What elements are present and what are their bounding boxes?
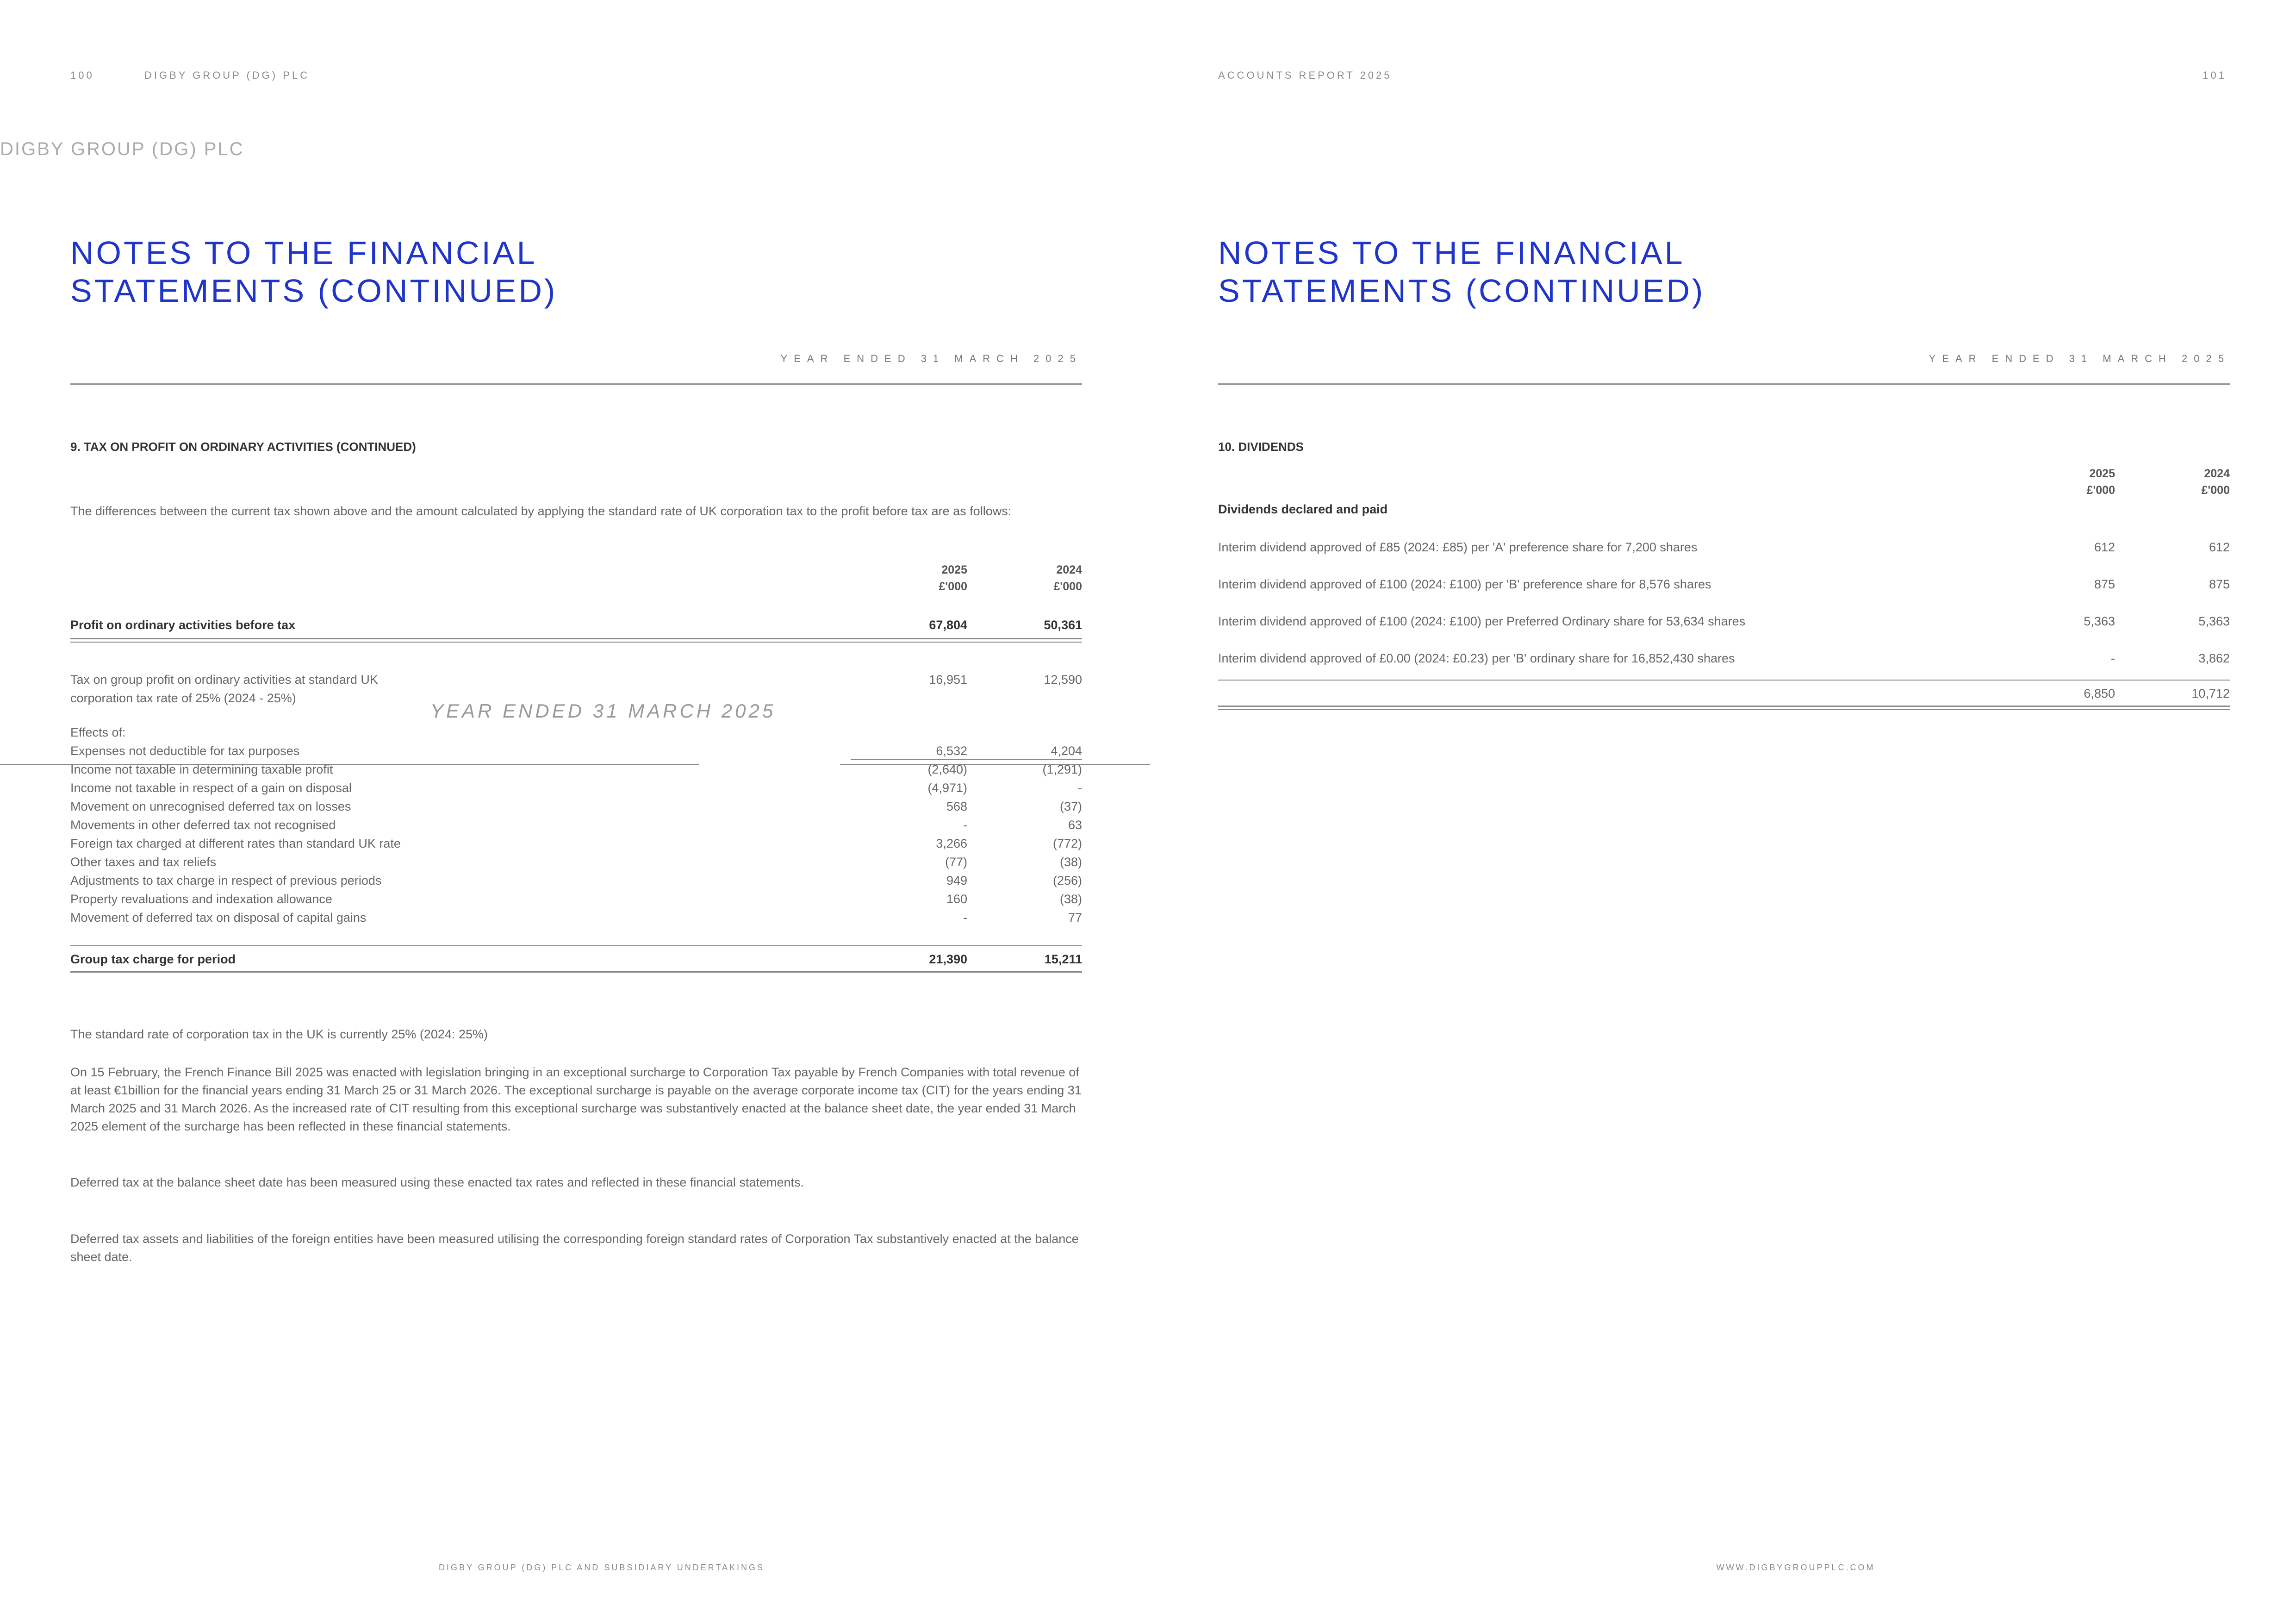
table-row — [70, 908, 1082, 927]
row-label: Movement of deferred tax on disposal of capital gains — [70, 911, 367, 924]
header-rule — [70, 383, 1082, 385]
running-title: DIGBY GROUP (DG) PLC — [144, 69, 310, 81]
page-heading: NOTES TO THE FINANCIAL STATEMENTS (CONTINUED) — [1218, 235, 1705, 309]
row-label: Property revaluations and indexation allowance — [70, 892, 332, 906]
row-label: Income not taxable in determining taxable profit — [70, 762, 333, 776]
table-row — [70, 760, 1082, 779]
running-title: ACCOUNTS REPORT 2025 — [1218, 69, 1392, 81]
page-footer: WWW.DIGBYGROUPPLC.COM — [1716, 1563, 1875, 1572]
value-2025: 3,266 — [936, 837, 967, 850]
divider — [1218, 706, 2230, 707]
table-row — [70, 890, 1082, 908]
value-2025: - — [963, 911, 967, 924]
row-label: Group tax charge for period — [70, 952, 236, 966]
value-2024: 875 — [2209, 577, 2230, 591]
table-row — [1218, 575, 2230, 593]
page-number: 101 — [2203, 69, 2227, 81]
divider — [70, 638, 1082, 639]
value-2024: 3,862 — [2198, 651, 2230, 665]
value-2025: 160 — [946, 892, 967, 906]
value-2024: - — [1078, 781, 1082, 795]
value-2025: (2,640) — [927, 762, 967, 776]
table-row — [1218, 538, 2230, 556]
column-header-2024: 2024 £'000 — [2201, 467, 2230, 497]
divider — [70, 642, 1082, 643]
value-2025: 612 — [2094, 540, 2115, 554]
value-2025: 16,951 — [929, 673, 967, 687]
value-2024: 12,590 — [1044, 673, 1082, 687]
row-label: Interim dividend approved of £100 (2024: £100) per 'B' preference share for 8,576 shares — [1218, 577, 1711, 591]
table-row — [70, 950, 1082, 968]
value-2024: 4,204 — [1051, 744, 1082, 758]
value-2025: - — [2111, 651, 2115, 665]
year-ended-label: YEAR ENDED 31 MARCH 2025 — [780, 353, 1082, 364]
section-title: 9. TAX ON PROFIT ON ORDINARY ACTIVITIES (CONTINUED) — [70, 440, 416, 454]
value-2024: 63 — [1068, 818, 1082, 832]
value-2024: (37) — [1059, 800, 1082, 813]
row-label: Tax on group profit on ordinary activities at standard UK corporation tax rate of 25% (2024 - 25%) — [70, 673, 378, 705]
value-2024: 50,361 — [1044, 618, 1082, 632]
stray-header: DIGBY GROUP (DG) PLC — [0, 139, 244, 159]
page-heading: NOTES TO THE FINANCIAL STATEMENTS (CONTINUED) — [70, 235, 558, 309]
row-label: Interim dividend approved of £100 (2024: £100) per Preferred Ordinary share for 53,634 shares — [1218, 614, 1746, 628]
row-label: Profit on ordinary activities before tax — [70, 618, 296, 632]
value-2025: (77) — [945, 855, 967, 869]
note-paragraph: On 15 February, the French Finance Bill 2025 was enacted with legislation bringing in an exceptional surcharge to Corporation Tax payable by French Companies with total revenue of at least €1billion for the financial years ending 31 March 25 or 31 March 2026. The exceptional surcharge is payable on the average corporate income tax (CIT) for the years ending 31 March 2025 and 31 March 2026. As the increased rate of CIT resulting from this exceptional surcharge was substantively enacted at the balance sheet date, the year ended 31 March 2025 element of the surcharge has been reflected in these financial statements. — [70, 1065, 1082, 1133]
table-row — [70, 816, 1082, 834]
table-row — [70, 834, 1082, 853]
table-row — [70, 797, 1082, 816]
table-row — [70, 779, 1082, 797]
value-2025: 568 — [946, 800, 967, 813]
dividends-subheading: Dividends declared and paid — [1218, 502, 1388, 516]
table-row — [70, 616, 1082, 634]
column-header-2024: 2024 £'000 — [1053, 563, 1082, 593]
value-2024: (38) — [1059, 892, 1082, 906]
value-2025: 6,532 — [936, 744, 967, 758]
value-2024: (1,291) — [1042, 762, 1082, 776]
value-2025: 67,804 — [929, 618, 967, 632]
effects-label: Effects of: — [70, 725, 126, 739]
column-header-2025: 2025 £'000 — [939, 563, 967, 593]
value-2025: 21,390 — [929, 952, 967, 966]
value-2024: (256) — [1052, 874, 1082, 887]
row-label: Interim dividend approved of £85 (2024: £85) per 'A' preference share for 7,200 shares — [1218, 540, 1698, 554]
year-ended-label: YEAR ENDED 31 MARCH 2025 — [1929, 353, 2230, 364]
value-2024: 77 — [1068, 911, 1082, 924]
column-header-2025: 2025 £'000 — [2086, 467, 2115, 497]
intro-paragraph: The differences between the current tax shown above and the amount calculated by applying the standard rate of UK corporation tax to the profit before tax are as follows: — [70, 504, 1012, 518]
row-label: Movement on unrecognised deferred tax on losses — [70, 800, 351, 813]
table-row — [70, 742, 1082, 760]
value-2024: 5,363 — [2198, 614, 2230, 628]
value-2024: (772) — [1052, 837, 1082, 850]
note-paragraph: Deferred tax at the balance sheet date has been measured using these enacted tax rates and reflected in these financial statements. — [70, 1175, 804, 1189]
value-2025: 949 — [946, 874, 967, 887]
row-label: Adjustments to tax charge in respect of previous periods — [70, 874, 382, 887]
value-2024: 15,211 — [1044, 952, 1082, 966]
divider — [1218, 680, 2230, 681]
header-rule — [1218, 383, 2230, 385]
note-paragraph: Deferred tax assets and liabilities of the foreign entities have been measured utilising the corresponding foreign standard rates of Corporation Tax substantively enacted at the balance sheet date. — [70, 1232, 1079, 1264]
total-2025: 6,850 — [2084, 687, 2115, 700]
right-page — [1148, 0, 2296, 1624]
overlay-year-ended: YEAR ENDED 31 MARCH 2025 — [430, 700, 776, 722]
table-row — [70, 853, 1082, 871]
table-row — [1218, 612, 2230, 631]
divider — [70, 971, 1082, 973]
row-label: Foreign tax charged at different rates than standard UK rate — [70, 837, 401, 850]
page-footer: DIGBY GROUP (DG) PLC AND SUBSIDIARY UNDERTAKINGS — [438, 1563, 765, 1572]
value-2025: 875 — [2094, 577, 2115, 591]
row-label: Expenses not deductible for tax purposes — [70, 744, 300, 758]
divider — [70, 945, 1082, 946]
table-row — [70, 871, 1082, 890]
row-label: Other taxes and tax reliefs — [70, 855, 217, 869]
table-row — [1218, 649, 2230, 668]
row-label: Interim dividend approved of £0.00 (2024: £0.23) per 'B' ordinary share for 16,852,430 shares — [1218, 651, 1735, 665]
section-title: 10. DIVIDENDS — [1218, 440, 1304, 454]
value-2025: (4,971) — [927, 781, 967, 795]
value-2024: (38) — [1059, 855, 1082, 869]
dividends-total-row — [1218, 684, 2230, 703]
value-2024: 612 — [2209, 540, 2230, 554]
value-2025: - — [963, 818, 967, 832]
row-label: Income not taxable in respect of a gain on disposal — [70, 781, 352, 795]
divider — [1218, 709, 2230, 710]
value-2025: 5,363 — [2084, 614, 2115, 628]
page-number: 100 — [70, 69, 94, 81]
note-paragraph: The standard rate of corporation tax in the UK is currently 25% (2024: 25%) — [70, 1027, 488, 1041]
row-label: Movements in other deferred tax not recognised — [70, 818, 336, 832]
total-2024: 10,712 — [2191, 687, 2230, 700]
